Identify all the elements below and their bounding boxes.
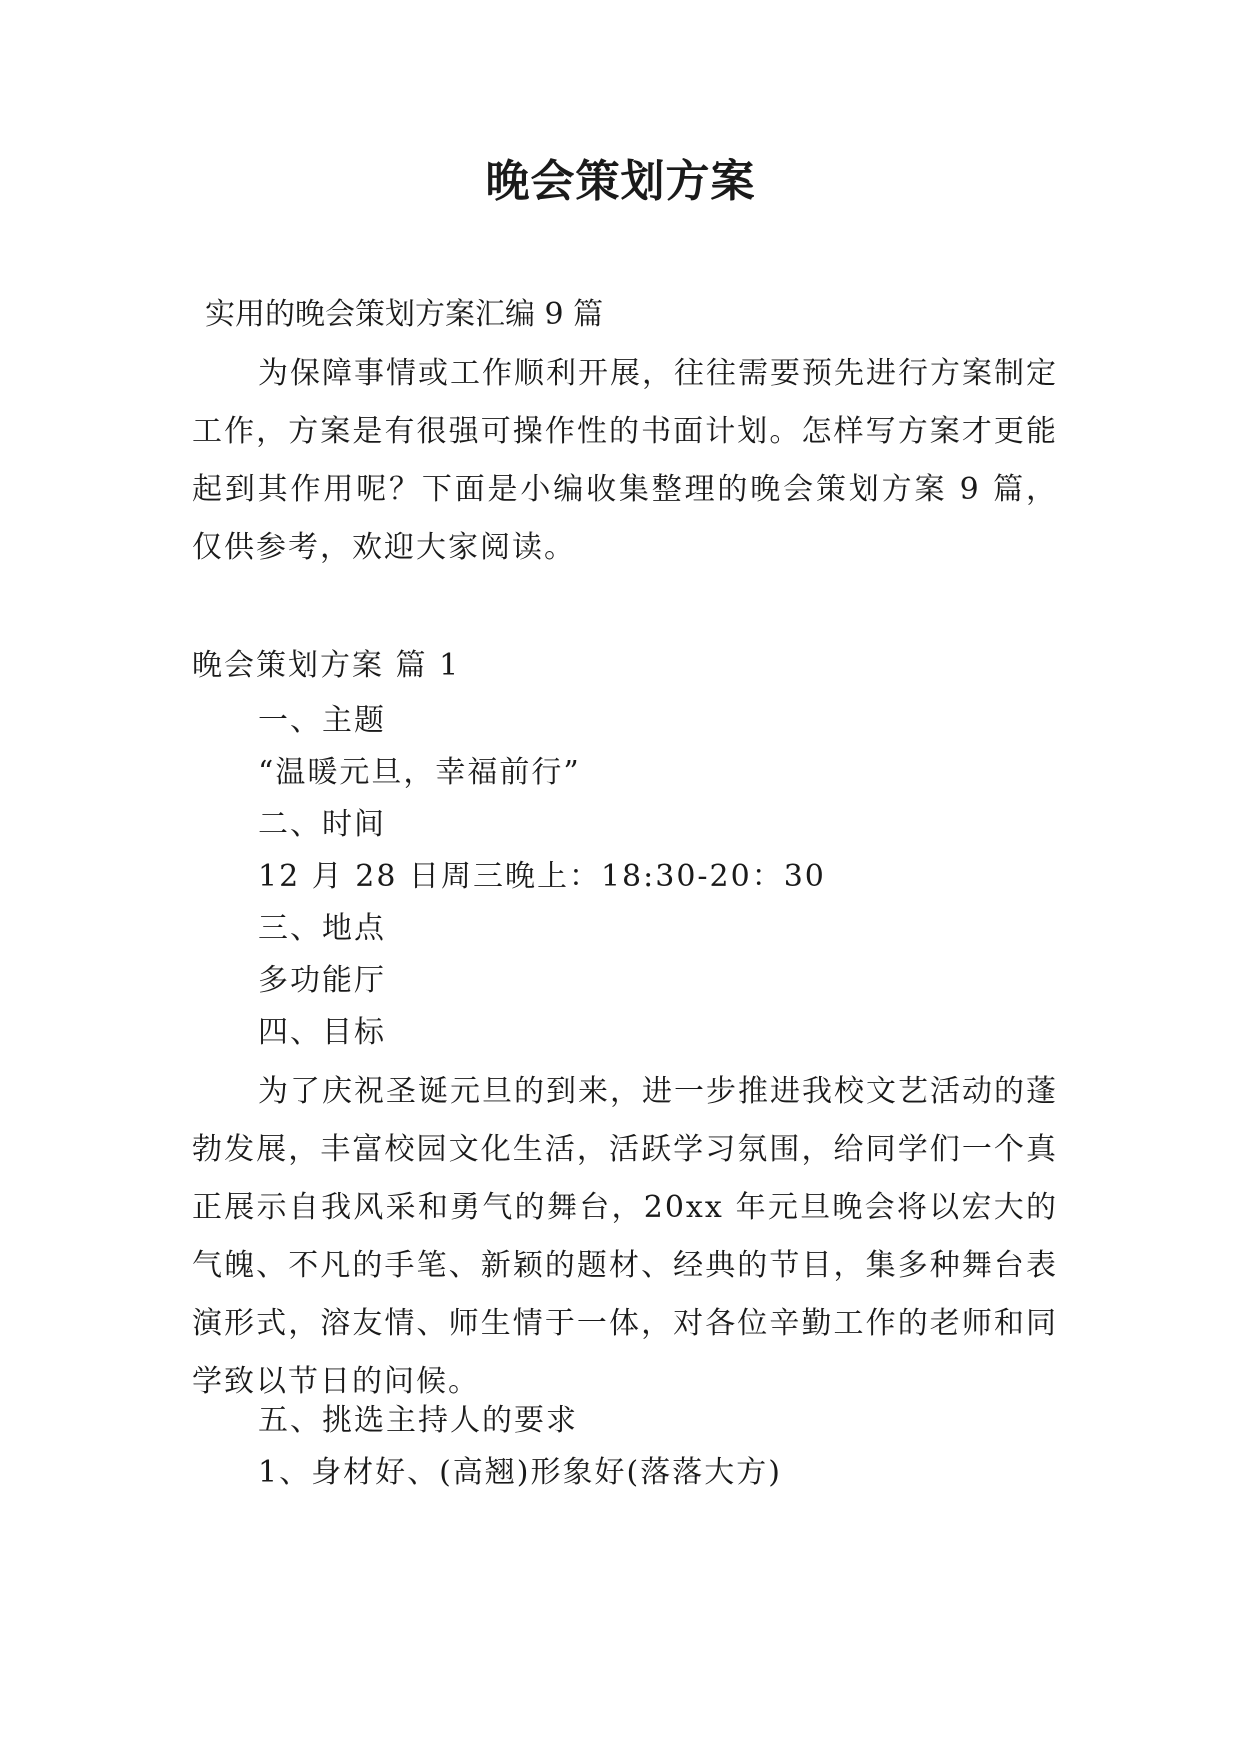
time-text: 12 月 28 日周三晚上：18:30-20：30	[258, 859, 826, 894]
place-heading: 三、地点	[258, 911, 386, 946]
time-heading: 二、时间	[258, 807, 386, 842]
goal-heading: 四、目标	[258, 1015, 386, 1050]
document-subtitle: 实用的晚会策划方案汇编 9 篇	[205, 297, 604, 332]
theme-text: “温暖元旦，幸福前行”	[258, 755, 581, 790]
document-title: 晚会策划方案	[485, 156, 756, 207]
host-item-1: 1、身材好、(高翘)形象好(落落大方)	[258, 1455, 782, 1490]
host-heading: 五、挑选主持人的要求	[258, 1403, 578, 1438]
goal-paragraph: 为了庆祝圣诞元旦的到来，进一步推进我校文艺活动的蓬勃发展，丰富校园文化生活，活跃学习氛围，给同学们一个真正展示自我风采和勇气的舞台，20xx 年元旦晚会将以宏大的气魄、不凡的手笔、新颖的题材、经典的节目，集多种舞台表演形式，溶友情、师生情于一体，对各位辛勤工作的老师和同学致以节日的问候。	[192, 1074, 1058, 1399]
place-text: 多功能厅	[258, 963, 386, 998]
intro-paragraph: 为保障事情或工作顺利开展，往往需要预先进行方案制定工作，方案是有很强可操作性的书面计划。怎样写方案才更能起到其作用呢？下面是小编收集整理的晚会策划方案 9 篇，仅供参考，欢迎大家阅读。	[192, 356, 1058, 565]
section-heading: 晚会策划方案 篇 1	[192, 648, 461, 683]
theme-heading: 一、主题	[258, 703, 386, 738]
